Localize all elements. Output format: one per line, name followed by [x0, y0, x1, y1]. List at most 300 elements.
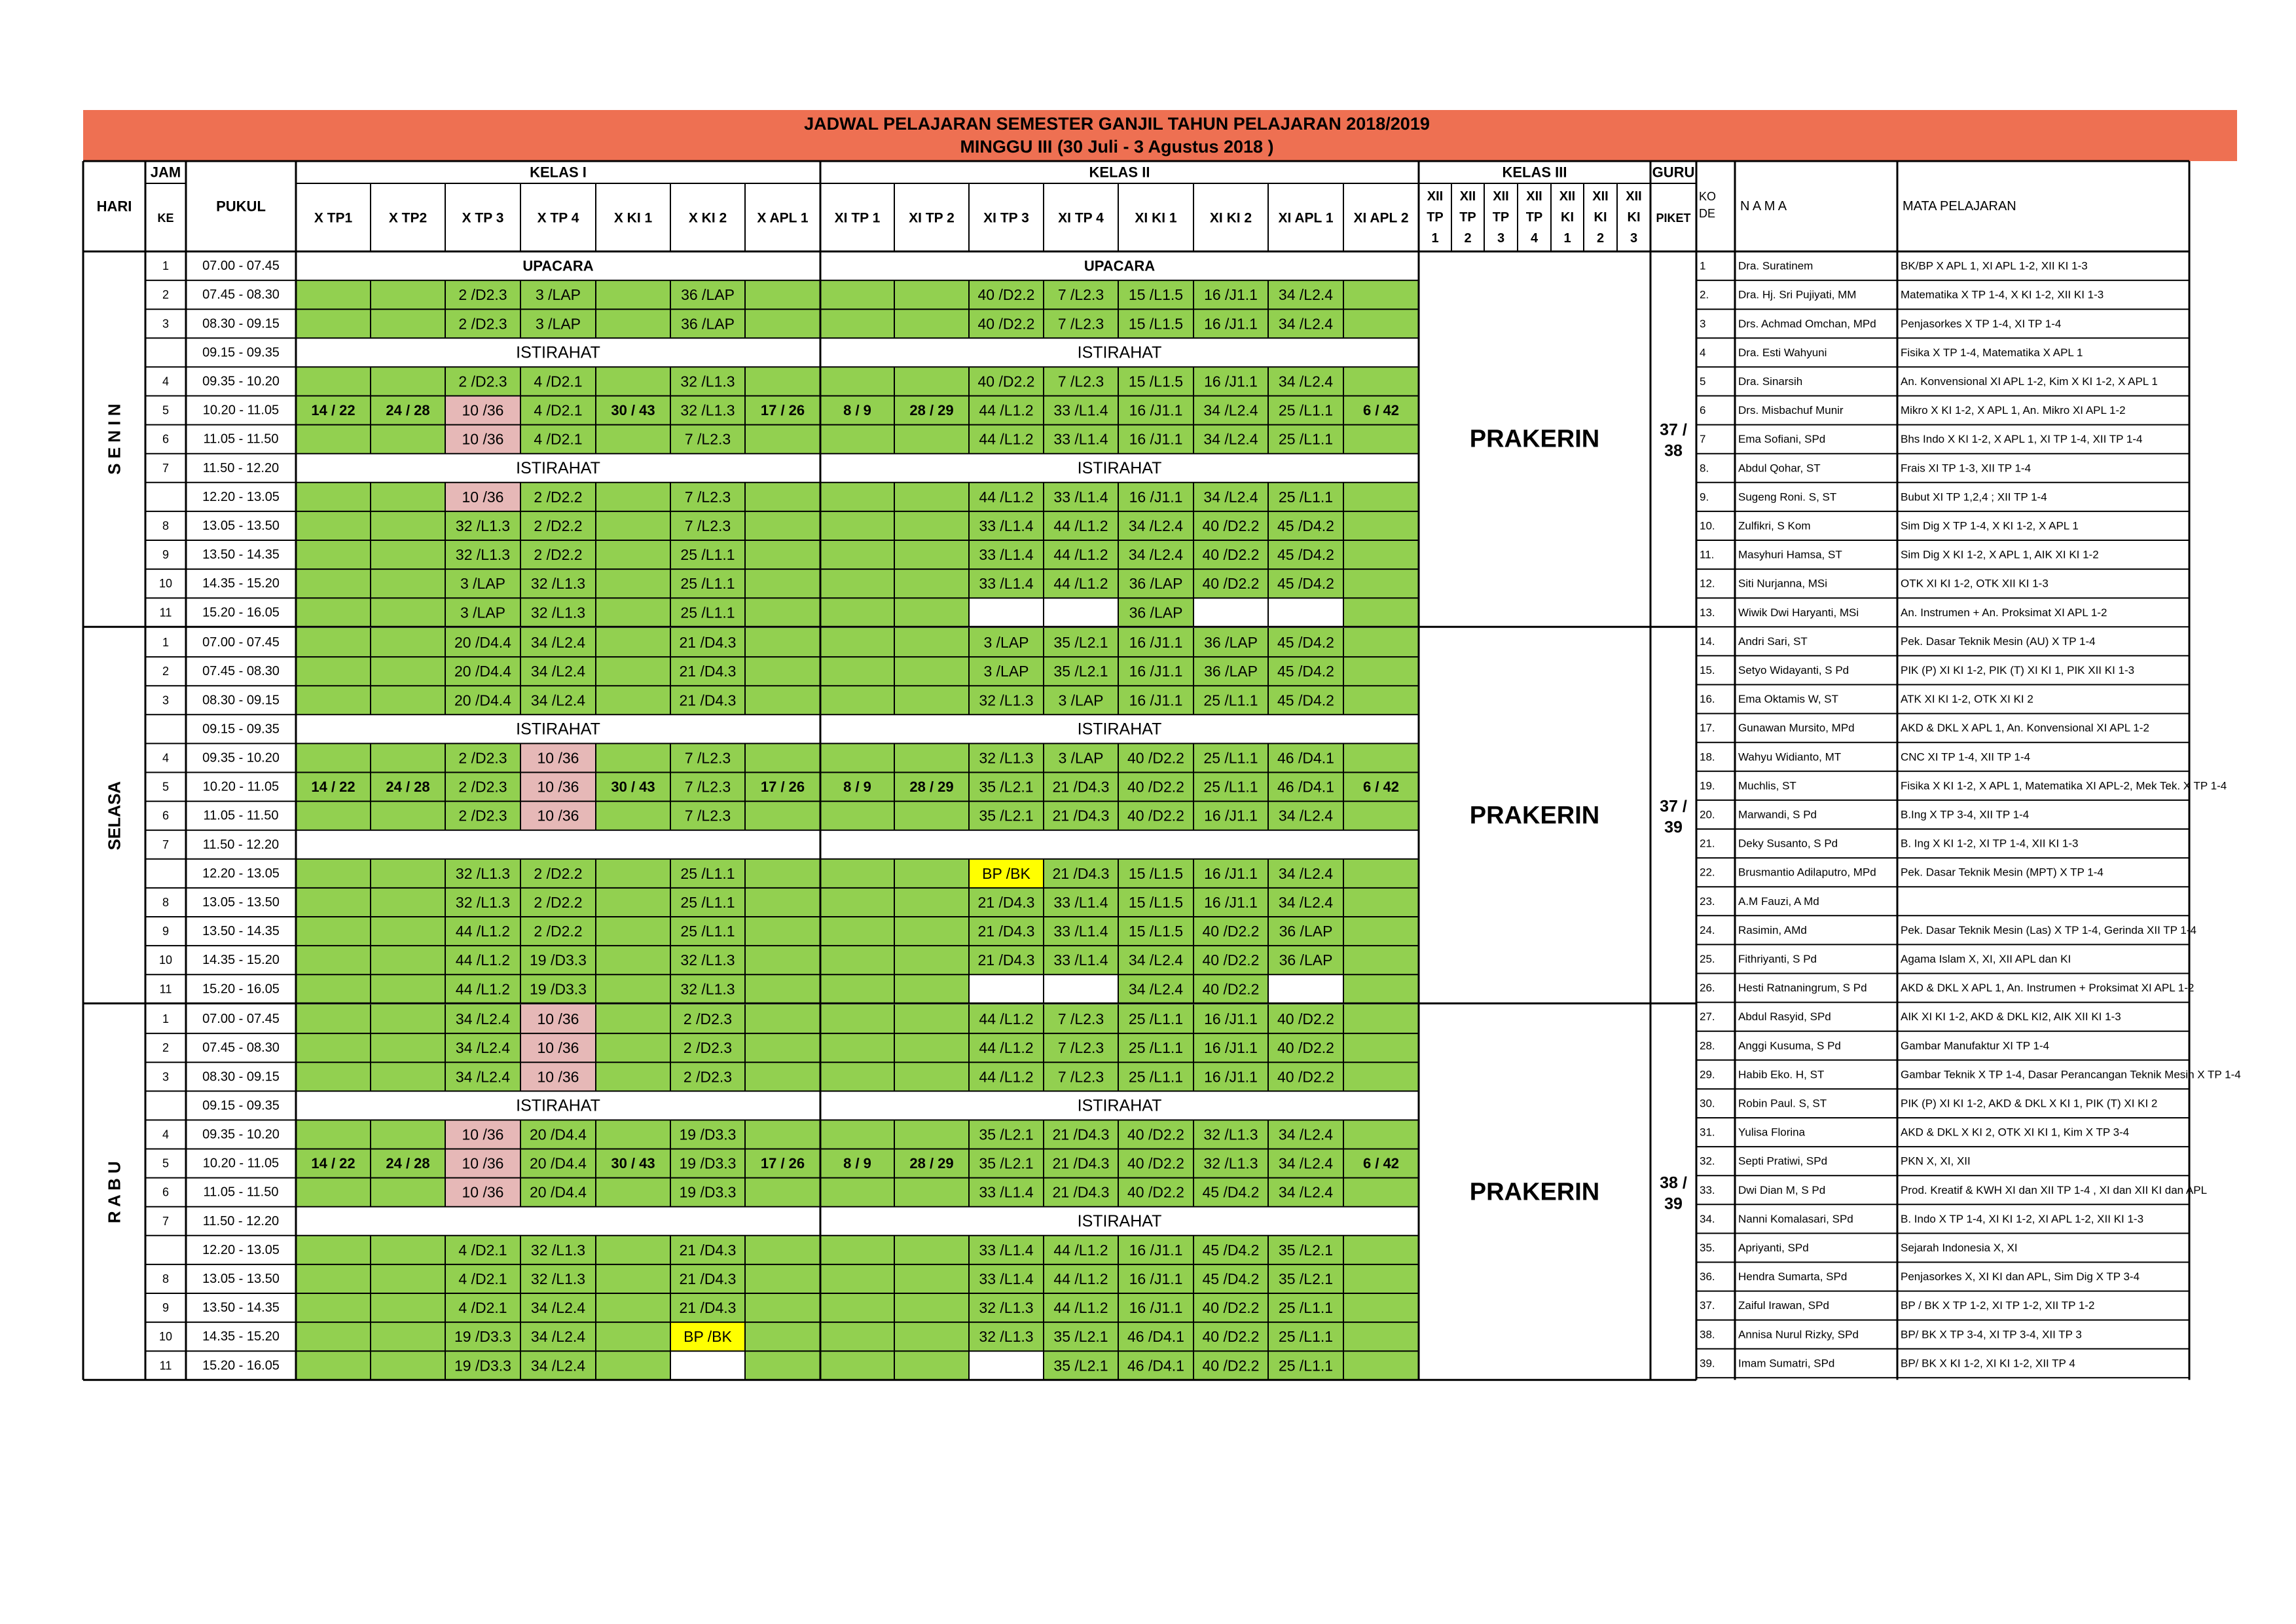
block-fill — [745, 743, 820, 772]
subject-cell: 25 /L1.1 — [1128, 1068, 1184, 1086]
subject-cell: 34 /L2.4 — [1278, 1154, 1334, 1172]
ke-header: KE — [157, 212, 174, 225]
class-header: XI KI 1 — [1135, 210, 1177, 226]
subject-cell: 44 /L1.2 — [1053, 517, 1108, 534]
teacher-subject: B. Indo X TP 1-4, XI KI 1-2, XI APL 1-2, XII KI 1-3 — [1901, 1212, 2144, 1225]
subject-cell: 2 /D2.2 — [534, 864, 583, 882]
teacher-name: Hendra Sumarta, SPd — [1738, 1270, 1848, 1283]
block-fill — [820, 946, 894, 974]
block-fill — [745, 974, 820, 1003]
block-fill — [820, 657, 894, 686]
jam-ke: 7 — [162, 1214, 170, 1228]
teacher-subject: Pek. Dasar Teknik Mesin (AU) X TP 1-4 — [1901, 635, 2096, 648]
pukul-time: 13.50 - 14.35 — [202, 547, 280, 563]
class-header: XII — [1592, 189, 1609, 204]
subject-cell: 36 /LAP — [681, 286, 735, 304]
jam-ke: 9 — [162, 548, 170, 562]
teacher-code: 24. — [1700, 923, 1715, 936]
subject-cell: 16 /J1.1 — [1204, 315, 1258, 333]
subject-cell: 33 /L1.4 — [979, 575, 1034, 593]
mapel-header: MATA PELAJARAN — [1903, 199, 2016, 213]
block-fill — [371, 309, 445, 338]
block-fill — [820, 1264, 894, 1293]
subject-cell: 16 /J1.1 — [1204, 893, 1258, 911]
subject-cell: 40 /D2.2 — [977, 373, 1035, 390]
subject-cell: 16 /J1.1 — [1129, 401, 1183, 419]
block-fill — [596, 888, 670, 917]
block-fill — [296, 974, 371, 1003]
subject-cell: 33 /L1.4 — [1053, 951, 1108, 969]
subject-cell: 32 /L1.3 — [680, 951, 735, 969]
subject-cell: 10 /36 — [462, 1126, 504, 1143]
block-fill — [820, 743, 894, 772]
day-label: R A B U — [104, 1161, 124, 1224]
teacher-name: Anggi Kusuma, S Pd — [1738, 1039, 1841, 1052]
subject-cell: 19 /D3.3 — [454, 1357, 511, 1375]
teacher-code: 4 — [1700, 346, 1706, 359]
class-header: XII — [1559, 189, 1576, 204]
teacher-name: Drs. Misbachuf Munir — [1738, 404, 1844, 417]
subject-cell: 25 /L1.1 — [1203, 749, 1258, 767]
teacher-name: Ema Sofiani, SPd — [1738, 433, 1826, 446]
subject-cell: 34 /L2.4 — [1128, 951, 1184, 969]
teacher-name: Dra. Esti Wahyuni — [1738, 346, 1827, 359]
pukul-time: 09.35 - 10.20 — [202, 374, 280, 389]
class-header: TP — [1525, 210, 1543, 225]
subject-cell: 45 /D4.2 — [1277, 663, 1334, 680]
class-header: XII — [1427, 189, 1444, 204]
subject-cell: 20 /D4.4 — [530, 1126, 587, 1143]
subject-cell: 33 /L1.4 — [1053, 923, 1108, 940]
teacher-subject: Penjasorkes X, XI KI dan APL, Sim Dig X TP 3-4 — [1901, 1270, 2140, 1283]
teacher-subject: PIK (P) XI KI 1-2, PIK (T) XI KI 1, PIK XII KI 1-3 — [1901, 663, 2135, 676]
subject-cell: 36 /LAP — [1204, 634, 1258, 652]
subject-cell: 46 /D4.1 — [1277, 778, 1334, 796]
block-fill — [820, 888, 894, 917]
jam-ke: 5 — [162, 1156, 170, 1170]
subject-cell: 21 /D4.3 — [977, 923, 1035, 940]
teacher-name: Hesti Ratnaningrum, S Pd — [1738, 982, 1867, 995]
block-value: 6 / 42 — [1362, 402, 1400, 419]
teacher-code: 22. — [1700, 866, 1715, 879]
block-value: 6 / 42 — [1362, 779, 1400, 796]
teacher-name: Abdul Rasyid, SPd — [1738, 1010, 1831, 1024]
pukul-time: 07.45 - 08.30 — [202, 664, 280, 679]
pukul-time: 14.35 - 15.20 — [202, 1329, 280, 1344]
jam-ke: 2 — [162, 665, 170, 678]
subject-cell: 25 /L1.1 — [680, 864, 735, 882]
subject-cell: 10 /36 — [462, 1154, 504, 1172]
block-fill — [894, 859, 969, 888]
block-fill — [371, 483, 445, 511]
subject-cell: 2 /D2.3 — [458, 286, 507, 304]
teacher-subject: BP / BK X TP 1-2, XI TP 1-2, XII TP 1-2 — [1901, 1299, 2095, 1312]
jam-ke: 9 — [162, 1301, 170, 1315]
subject-cell: 25 /L1.1 — [1278, 1299, 1334, 1317]
block-fill — [1343, 1005, 1419, 1033]
block-fill — [1343, 309, 1419, 338]
subject-cell: 16 /J1.1 — [1129, 430, 1183, 448]
teacher-subject: B. Ing X KI 1-2, XI TP 1-4, XII KI 1-3 — [1901, 837, 2079, 850]
subject-cell: 21 /D4.3 — [1052, 778, 1110, 796]
block-value: 24 / 28 — [386, 402, 430, 419]
class-header: X TP2 — [388, 210, 428, 226]
subject-cell: 45 /D4.2 — [1277, 575, 1334, 593]
class-header: KI — [1594, 210, 1607, 225]
prakerin-label: PRAKERIN — [1469, 425, 1600, 453]
subject-cell: 2 /D2.2 — [534, 893, 583, 911]
block-fill — [371, 657, 445, 686]
subject-cell: 46 /D4.1 — [1127, 1357, 1184, 1375]
block-fill — [820, 483, 894, 511]
subject-cell: 32 /L1.3 — [1203, 1126, 1258, 1143]
block-fill — [596, 309, 670, 338]
subject-cell: 40 /D2.2 — [977, 286, 1035, 304]
piket-value: 37 / — [1660, 797, 1687, 816]
subject-cell: 2 /D2.2 — [534, 517, 583, 534]
subject-cell: 7 /L2.3 — [1057, 315, 1104, 333]
teacher-subject: AKD & DKL X APL 1, An. Konvensional XI APL 1-2 — [1901, 722, 2149, 735]
block-fill — [296, 946, 371, 974]
subject-cell: 40 /D2.2 — [977, 315, 1035, 333]
block-fill — [820, 1062, 894, 1091]
teacher-subject: Mikro X KI 1-2, X APL 1, An. Mikro XI APL 1-2 — [1901, 404, 2126, 417]
block-value: 24 / 28 — [386, 779, 430, 796]
block-fill — [820, 1120, 894, 1149]
subject-cell: 33 /L1.4 — [979, 517, 1034, 534]
subject-cell: 45 /D4.2 — [1202, 1270, 1260, 1287]
pukul-time: 08.30 - 09.15 — [202, 693, 280, 708]
block-fill — [1343, 1062, 1419, 1091]
block-fill — [296, 1178, 371, 1207]
subject-cell: 21 /D4.3 — [1052, 1183, 1110, 1201]
kelas-3-header: KELAS III — [1502, 164, 1567, 181]
subject-cell: 44 /L1.2 — [979, 1039, 1034, 1057]
subject-cell: 34 /L2.4 — [1128, 517, 1184, 534]
subject-cell: 45 /D4.2 — [1277, 517, 1334, 534]
subject-cell: 33 /L1.4 — [1053, 401, 1108, 419]
jam-ke: 8 — [162, 1272, 170, 1285]
subject-cell: 40 /D2.2 — [1202, 980, 1260, 998]
subject-cell: 10 /36 — [462, 401, 504, 419]
jam-ke: 11 — [159, 1359, 172, 1373]
teacher-name: Imam Sumatri, SPd — [1738, 1357, 1835, 1370]
block-fill — [371, 425, 445, 454]
block-fill — [296, 1120, 371, 1149]
class-header: X TP 4 — [537, 210, 579, 226]
block-fill — [820, 1005, 894, 1033]
block-fill — [596, 1120, 670, 1149]
subject-cell: 32 /L1.3 — [455, 864, 511, 882]
subject-cell: 7 /L2.3 — [684, 430, 731, 448]
pukul-time: 10.20 - 11.05 — [202, 403, 280, 418]
pukul-time: 09.15 - 09.35 — [202, 1098, 280, 1113]
subject-cell: 34 /L2.4 — [1128, 980, 1184, 998]
subject-cell: 45 /D4.2 — [1277, 692, 1334, 709]
kelas-2-header: KELAS II — [1089, 164, 1150, 181]
subject-cell: 36 /LAP — [1129, 575, 1183, 593]
block-fill — [1343, 974, 1419, 1003]
jam-ke: 5 — [162, 780, 170, 794]
teacher-name: Marwandi, S Pd — [1738, 808, 1817, 821]
teacher-subject: An. Instrumen + An. Proksimat XI APL 1-2 — [1901, 606, 2107, 619]
pukul-time: 13.50 - 14.35 — [202, 924, 280, 939]
subject-cell: 45 /D4.2 — [1277, 634, 1334, 652]
subject-cell: 40 /D2.2 — [1277, 1039, 1334, 1057]
class-header: XII — [1493, 189, 1509, 204]
teacher-code: 34. — [1700, 1212, 1715, 1225]
teacher-code: 25. — [1700, 952, 1715, 965]
special-label: ISTIRAHAT — [516, 458, 600, 477]
subject-cell: 32 /L1.3 — [455, 517, 511, 534]
subject-cell: 34 /L2.4 — [1128, 546, 1184, 564]
teacher-name: Siti Nurjanna, MSi — [1738, 577, 1828, 590]
teacher-code: 11. — [1700, 548, 1715, 561]
subject-cell: 7 /L2.3 — [684, 749, 731, 767]
subject-cell: 40 /D2.2 — [1202, 1299, 1260, 1317]
block-fill — [296, 917, 371, 946]
jam-ke: 4 — [162, 751, 170, 765]
subject-cell: 35 /L2.1 — [1278, 1241, 1334, 1259]
subject-cell: 32 /L1.3 — [530, 1241, 586, 1259]
subject-cell: 2 /D2.3 — [458, 807, 507, 824]
subject-cell: 32 /L1.3 — [530, 575, 586, 593]
teacher-name: Dra. Suratinem — [1738, 259, 1813, 272]
block-fill — [296, 569, 371, 598]
teacher-subject: Agama Islam X, XI, XII APL dan KI — [1901, 952, 2071, 965]
jam-ke: 3 — [162, 317, 170, 331]
block-fill — [820, 686, 894, 714]
subject-cell: 3 /LAP — [535, 315, 581, 333]
block-fill — [894, 686, 969, 714]
block-fill — [371, 1293, 445, 1322]
subject-cell: 7 /L2.3 — [1057, 1039, 1104, 1057]
teacher-name: Abdul Qohar, ST — [1738, 462, 1821, 475]
teacher-code: 16. — [1700, 693, 1715, 706]
block-fill — [820, 425, 894, 454]
block-fill — [371, 1062, 445, 1091]
block-fill — [371, 1033, 445, 1062]
special-label: ISTIRAHAT — [1077, 1211, 1162, 1230]
block-fill — [894, 802, 969, 830]
subject-cell: 34 /L2.4 — [1278, 373, 1334, 390]
subject-cell: 32 /L1.3 — [979, 749, 1034, 767]
block-fill — [296, 1293, 371, 1322]
subject-cell: 16 /J1.1 — [1129, 634, 1183, 652]
block-fill — [371, 686, 445, 714]
block-fill — [296, 511, 371, 540]
subject-cell: 35 /L2.1 — [1053, 663, 1108, 680]
teacher-subject: An. Konvensional XI APL 1-2, Kim X KI 1-2, X APL 1 — [1901, 375, 2158, 388]
block-fill — [1343, 888, 1419, 917]
subject-cell: 40 /D2.2 — [1127, 807, 1184, 824]
subject-cell: 3 /LAP — [535, 286, 581, 304]
block-fill — [596, 540, 670, 569]
teacher-code: 18. — [1700, 750, 1715, 764]
subject-cell: 40 /D2.2 — [1127, 1126, 1184, 1143]
subject-cell: 7 /L2.3 — [1057, 1010, 1104, 1028]
teacher-code: 37. — [1700, 1299, 1715, 1312]
subject-cell: 36 /LAP — [1204, 663, 1258, 680]
pukul-header: PUKUL — [216, 198, 266, 215]
block-fill — [820, 1033, 894, 1062]
subject-cell: 25 /L1.1 — [680, 546, 735, 564]
block-fill — [296, 859, 371, 888]
block-fill — [371, 1005, 445, 1033]
block-fill — [1343, 598, 1419, 627]
block-fill — [745, 309, 820, 338]
teacher-name: Setyo Widayanti, S Pd — [1738, 663, 1850, 676]
teacher-name: Annisa Nurul Rizky, SPd — [1738, 1328, 1859, 1341]
special-label: ISTIRAHAT — [516, 1096, 600, 1115]
subject-cell: 25 /L1.1 — [1278, 1328, 1334, 1346]
subject-cell: 25 /L1.1 — [680, 923, 735, 940]
pukul-time: 09.15 - 09.35 — [202, 722, 280, 737]
subject-cell: 34 /L2.4 — [530, 1299, 586, 1317]
subject-cell: 10 /36 — [462, 488, 504, 506]
subject-cell: 44 /L1.2 — [979, 430, 1034, 448]
block-fill — [596, 425, 670, 454]
subject-cell: 44 /L1.2 — [979, 1068, 1034, 1086]
block-fill — [1343, 1293, 1419, 1322]
pukul-time: 13.50 - 14.35 — [202, 1301, 280, 1316]
teacher-code: 7 — [1700, 433, 1706, 446]
subject-cell: 32 /L1.3 — [680, 401, 735, 419]
block-fill — [894, 628, 969, 657]
teacher-code: 17. — [1700, 722, 1715, 735]
subject-cell: 44 /L1.2 — [979, 1010, 1034, 1028]
block-fill — [371, 888, 445, 917]
subject-cell: 35 /L2.1 — [1053, 1357, 1108, 1375]
block-fill — [894, 1236, 969, 1264]
pukul-time: 11.05 - 11.50 — [203, 808, 279, 823]
jam-ke: 3 — [162, 1070, 170, 1084]
block-fill — [820, 280, 894, 309]
class-header: 2 — [1596, 231, 1605, 246]
block-fill — [820, 974, 894, 1003]
subject-cell: 32 /L1.3 — [530, 604, 586, 621]
block-fill — [894, 309, 969, 338]
block-fill — [894, 1062, 969, 1091]
subject-cell: 7 /L2.3 — [684, 517, 731, 534]
block-fill — [745, 1264, 820, 1293]
block-fill — [1343, 1351, 1419, 1380]
block-fill — [745, 1178, 820, 1207]
block-value: 14 / 22 — [311, 1155, 355, 1172]
block-value: 14 / 22 — [311, 402, 355, 419]
subject-cell: 33 /L1.4 — [1053, 893, 1108, 911]
subject-cell: 2 /D2.3 — [458, 749, 507, 767]
pukul-time: 09.15 - 09.35 — [202, 345, 280, 360]
subject-cell: 46 /D4.1 — [1277, 749, 1334, 767]
teacher-code: 6 — [1700, 404, 1706, 417]
block-value: 30 / 43 — [611, 1155, 655, 1172]
subject-cell: 35 /L2.1 — [979, 778, 1034, 796]
block-fill — [1343, 802, 1419, 830]
subject-cell: 7 /L2.3 — [1057, 286, 1104, 304]
subject-cell: 20 /D4.4 — [454, 634, 511, 652]
jam-ke: 11 — [159, 606, 172, 619]
pukul-time: 07.00 - 07.45 — [202, 1012, 280, 1027]
subject-cell: 44 /L1.2 — [1053, 1270, 1108, 1287]
subject-cell: 44 /L1.2 — [979, 401, 1034, 419]
teacher-name: Gunawan Mursito, MPd — [1738, 722, 1855, 735]
teacher-name: Dra. Sinarsih — [1738, 375, 1803, 388]
subject-cell: 40 /D2.2 — [1202, 517, 1260, 534]
block-fill — [1343, 657, 1419, 686]
teacher-subject: Penjasorkes X TP 1-4, XI TP 1-4 — [1901, 317, 2062, 330]
subject-cell: 3 /LAP — [983, 663, 1029, 680]
block-fill — [296, 1264, 371, 1293]
teacher-code: 28. — [1700, 1039, 1715, 1052]
pukul-time: 13.05 - 13.50 — [202, 518, 280, 533]
teacher-name: Sugeng Roni. S, ST — [1738, 490, 1837, 504]
jam-header: JAM — [150, 164, 181, 181]
subject-cell: 16 /J1.1 — [1204, 286, 1258, 304]
block-fill — [894, 540, 969, 569]
block-fill — [596, 686, 670, 714]
jam-ke: 11 — [159, 982, 172, 996]
subject-cell: 2 /D2.3 — [458, 778, 507, 796]
block-value: 17 / 26 — [760, 402, 805, 419]
subject-cell: 16 /J1.1 — [1204, 1039, 1258, 1057]
block-fill — [1343, 511, 1419, 540]
subject-cell: 40 /D2.2 — [1127, 1154, 1184, 1172]
pukul-time: 11.05 - 11.50 — [203, 432, 279, 447]
block-fill — [894, 888, 969, 917]
subject-cell: 25 /L1.1 — [1278, 401, 1334, 419]
block-fill — [820, 1178, 894, 1207]
subject-cell: 34 /L2.4 — [1203, 430, 1258, 448]
subject-cell: 25 /L1.1 — [1128, 1039, 1184, 1057]
special-label: UPACARA — [1084, 257, 1156, 274]
block-fill — [820, 511, 894, 540]
block-fill — [371, 1236, 445, 1264]
jam-ke: 7 — [162, 461, 170, 475]
teacher-code: 2. — [1700, 288, 1709, 301]
subject-cell: 45 /D4.2 — [1202, 1183, 1260, 1201]
teacher-code: 8. — [1700, 462, 1709, 475]
class-header: XII — [1626, 189, 1642, 204]
subject-cell: 3 /LAP — [1058, 692, 1104, 709]
subject-cell: 10 /36 — [537, 1039, 579, 1057]
special-label: ISTIRAHAT — [1077, 1096, 1162, 1115]
pukul-time: 13.05 - 13.50 — [202, 1271, 280, 1286]
subject-cell: 16 /J1.1 — [1204, 1010, 1258, 1028]
block-fill — [296, 425, 371, 454]
piket-value: 39 — [1664, 818, 1683, 837]
subject-cell: 34 /L2.4 — [1278, 1183, 1334, 1201]
block-fill — [596, 1264, 670, 1293]
subject-cell: 4 /D2.1 — [534, 401, 583, 419]
teacher-name: Drs. Achmad Omchan, MPd — [1738, 317, 1876, 330]
block-fill — [296, 743, 371, 772]
class-header: XII — [1526, 189, 1542, 204]
block-fill — [894, 974, 969, 1003]
block-fill — [596, 1351, 670, 1380]
prakerin-label: PRAKERIN — [1469, 802, 1600, 830]
block-fill — [596, 1005, 670, 1033]
teacher-subject: Gambar Manufaktur XI TP 1-4 — [1901, 1039, 2050, 1052]
pukul-time: 12.20 - 13.05 — [202, 866, 280, 881]
subject-cell: 4 /D2.1 — [458, 1270, 507, 1287]
piket-header: PIKET — [1656, 212, 1691, 225]
teacher-code: 15. — [1700, 663, 1715, 676]
block-fill — [745, 1322, 820, 1351]
block-fill — [894, 1264, 969, 1293]
subject-cell: 40 /D2.2 — [1202, 951, 1260, 969]
subject-cell: 35 /L2.1 — [1053, 634, 1108, 652]
